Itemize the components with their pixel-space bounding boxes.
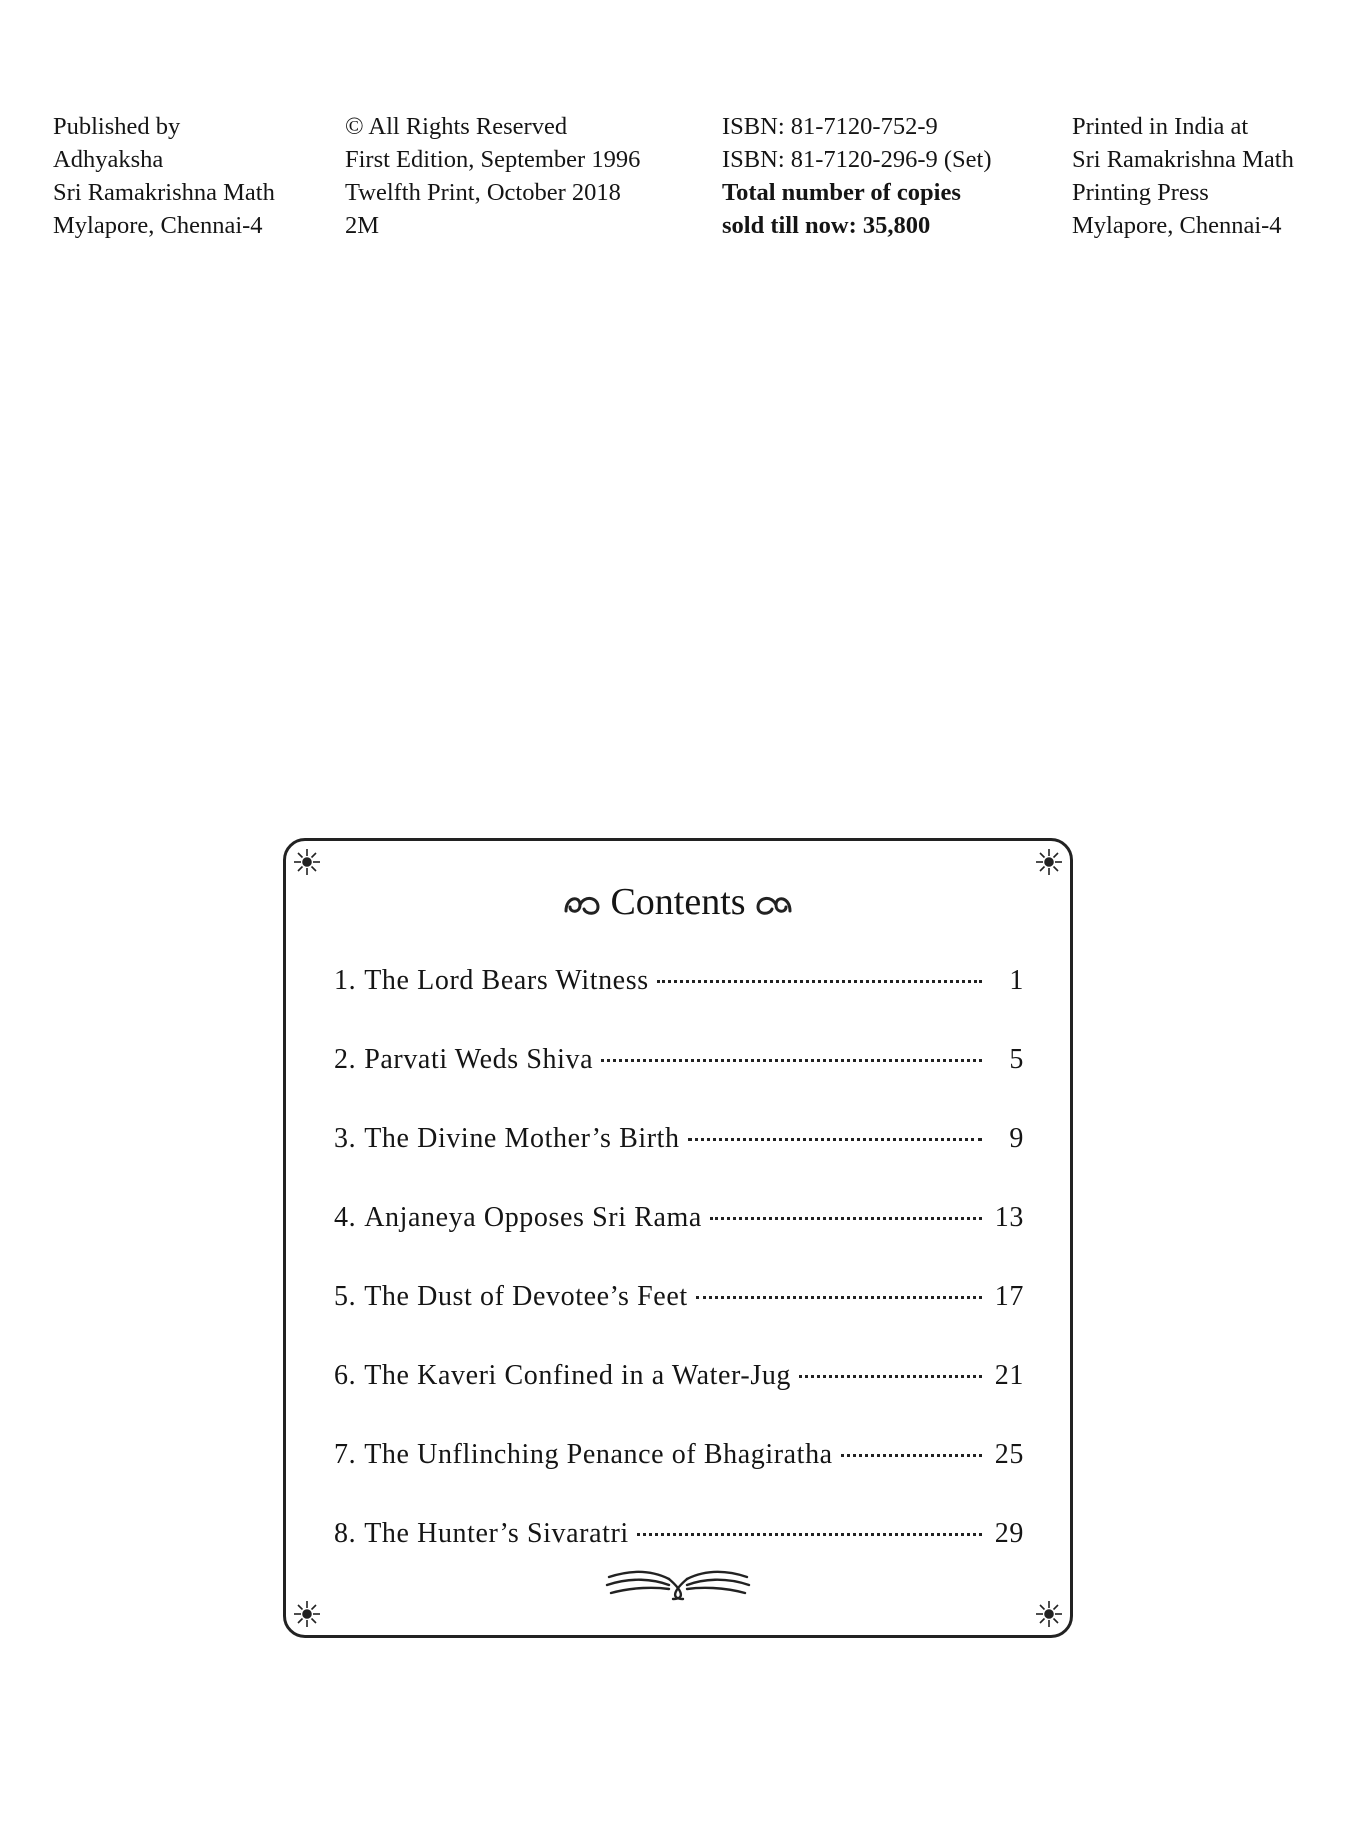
sunburst-ornament-icon — [292, 1599, 322, 1629]
toc-entry — [334, 1040, 1024, 1119]
toc-number: 7. — [334, 1439, 357, 1470]
toc-number: 3. — [334, 1123, 357, 1154]
copies-line: Total number of copies — [722, 179, 961, 206]
toc-title: The Dust of Devotee’s Feet — [364, 1281, 688, 1312]
publisher-line: Published by — [53, 113, 181, 140]
toc-leader — [799, 1375, 982, 1378]
printer-line: Printed in India at — [1072, 113, 1249, 140]
flourish-left-icon — [562, 891, 602, 919]
imprint-block — [0, 110, 1352, 250]
sunburst-ornament-icon — [1034, 1599, 1064, 1629]
printer-line: Printing Press — [1072, 179, 1209, 206]
sunburst-ornament-icon — [292, 847, 322, 877]
contents-title-text: Contents — [610, 881, 746, 923]
toc-page-number: 5 — [1009, 1044, 1024, 1075]
toc-leader — [601, 1059, 982, 1062]
toc-leader — [710, 1217, 982, 1220]
toc-page-number: 1 — [1009, 965, 1024, 996]
publisher-line: Sri Ramakrishna Math — [53, 179, 275, 206]
printer-info — [1072, 110, 1294, 242]
toc-leader — [637, 1533, 982, 1536]
toc-number: 5. — [334, 1281, 357, 1312]
print-line: Twelfth Print, October 2018 — [345, 179, 621, 206]
toc-entry — [334, 961, 1024, 1040]
toc-page-number: 13 — [994, 1202, 1024, 1233]
toc-entry — [334, 1277, 1024, 1356]
toc-title: Parvati Weds Shiva — [364, 1044, 594, 1075]
edition-line: First Edition, September 1996 — [345, 146, 641, 173]
publisher-info — [53, 110, 275, 242]
flourish-divider-icon — [603, 1565, 753, 1601]
toc-title: The Kaveri Confined in a Water-Jug — [364, 1360, 792, 1391]
toc-page-number: 29 — [994, 1518, 1024, 1549]
print-run-line: 2M — [345, 212, 380, 239]
contents-frame — [283, 838, 1073, 1638]
flourish-right-icon — [754, 891, 794, 919]
toc-entry — [334, 1198, 1024, 1277]
toc-number: 4. — [334, 1202, 357, 1233]
toc-entry — [334, 1356, 1024, 1435]
isbn-set-line: ISBN: 81-7120-296-9 (Set) — [722, 146, 992, 173]
toc-page-number: 9 — [1009, 1123, 1024, 1154]
toc-number: 2. — [334, 1044, 357, 1075]
toc-number: 8. — [334, 1518, 357, 1549]
toc-number: 6. — [334, 1360, 357, 1391]
toc-title: The Hunter’s Sivaratri — [364, 1518, 629, 1549]
toc-page-number: 21 — [994, 1360, 1024, 1391]
rights-info — [345, 110, 640, 242]
toc-entry — [334, 1119, 1024, 1198]
isbn-line: ISBN: 81-7120-752-9 — [722, 113, 938, 140]
toc-entry — [334, 1435, 1024, 1514]
toc-title: The Unflinching Penance of Bhagiratha — [364, 1439, 833, 1470]
rights-line: © All Rights Reserved — [345, 113, 568, 140]
printer-line: Mylapore, Chennai-4 — [1072, 212, 1282, 239]
publisher-line: Adhyaksha — [53, 146, 164, 173]
contents-heading — [286, 879, 1070, 925]
sunburst-ornament-icon — [1034, 847, 1064, 877]
toc-page-number: 25 — [994, 1439, 1024, 1470]
toc-title: The Divine Mother’s Birth — [364, 1123, 680, 1154]
toc-leader — [841, 1454, 982, 1457]
toc-leader — [688, 1138, 982, 1141]
isbn-info — [722, 110, 991, 242]
toc-page-number: 17 — [994, 1281, 1024, 1312]
toc-leader — [696, 1296, 982, 1299]
contents-list — [334, 961, 1024, 1593]
printer-line: Sri Ramakrishna Math — [1072, 146, 1294, 173]
publisher-line: Mylapore, Chennai-4 — [53, 212, 263, 239]
toc-number: 1. — [334, 965, 357, 996]
toc-title: Anjaneya Opposes Sri Rama — [364, 1202, 702, 1233]
toc-title: The Lord Bears Witness — [364, 965, 649, 996]
toc-leader — [657, 980, 982, 983]
copies-count-line: sold till now: 35,800 — [722, 212, 931, 239]
